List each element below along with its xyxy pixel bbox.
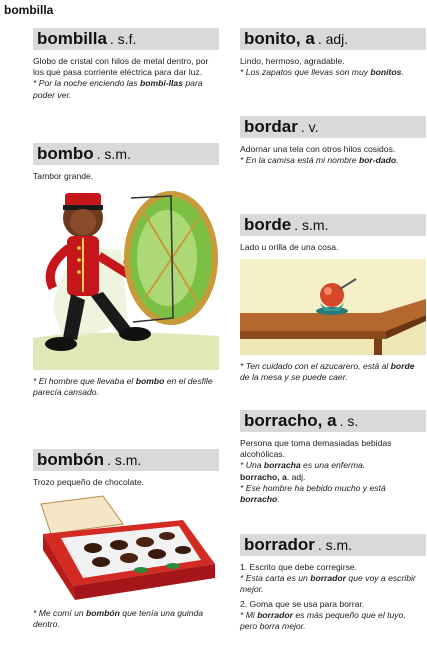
definition: Globo de cristal con hilos de metal dentro, por los que pasa corriente eléctrica para dar luz. xyxy=(33,56,209,78)
drummer-illustration xyxy=(33,188,219,370)
entry-text xyxy=(33,56,219,101)
headword: bombo xyxy=(37,144,94,163)
headword: borracho, a xyxy=(244,411,337,430)
entry-text xyxy=(33,171,219,182)
entry-text xyxy=(240,56,426,78)
entry-borrador xyxy=(240,534,426,632)
entry-bombon xyxy=(33,449,219,631)
entry-bombilla xyxy=(33,28,219,101)
grammar-label: . s. xyxy=(339,413,359,429)
example: * Ese hombre ha bebido mucho y está borracho. xyxy=(240,482,386,505)
definition: Tambor grande. xyxy=(33,171,94,181)
example: * Mi borrador es más pequeño que el tuyo, pero borra mejor. xyxy=(240,609,406,632)
example: * Los zapatos que llevas son muy bonitos. xyxy=(240,67,404,78)
entry-bordar xyxy=(240,116,426,166)
headword-bar xyxy=(240,410,426,432)
entry-borracho xyxy=(240,410,426,505)
example: * Por la noche enciendo las bombi-llas para poder ver. xyxy=(33,78,203,100)
definition: Trozo pequeño de chocolate. xyxy=(33,477,145,487)
entry-text xyxy=(33,376,219,398)
headword-bar xyxy=(33,449,219,471)
entry-bonito xyxy=(240,28,426,78)
grammar-label: . s.m. xyxy=(96,146,131,162)
example: * Me comí un bombón que tenía una guinda dentro. xyxy=(33,608,204,630)
headword-bar xyxy=(33,28,219,50)
example: * Ten cuidado con el azucarero, está al borde de la mesa y se puede caer. xyxy=(240,361,415,383)
headword-bar xyxy=(240,534,426,556)
headword: bonito, a xyxy=(244,29,315,48)
definition: Adornar una tela con otros hilos cosidos. xyxy=(240,144,396,154)
example: * Esta carta es un borrador que voy a escribir mejor. xyxy=(240,573,416,595)
headword: bordar xyxy=(244,117,298,136)
headword: bombón xyxy=(37,450,105,469)
example: * El hombre que llevaba el bombo en el desfile parecía cansado. xyxy=(33,376,213,398)
entry-text xyxy=(240,144,426,166)
grammar-label: . s.m. xyxy=(317,537,353,553)
headword-bar xyxy=(240,116,426,138)
headword-bar xyxy=(240,214,426,236)
entry-text xyxy=(33,608,219,630)
entry-text xyxy=(240,361,426,383)
chocolate-box-illustration xyxy=(33,494,219,602)
grammar-label: . s.f. xyxy=(109,31,137,47)
entry-text xyxy=(240,242,426,253)
grammar-label: . adj. xyxy=(317,31,349,47)
example: * Una borracha es una enferma. xyxy=(240,460,366,471)
headword: bombilla xyxy=(37,29,107,48)
headword-bar xyxy=(33,143,219,165)
entry-text xyxy=(240,438,426,505)
definition: Lindo, hermoso, agradable. xyxy=(240,56,345,66)
entry-borde xyxy=(240,214,426,384)
grammar-label: . s.m. xyxy=(107,452,142,468)
table-sugarbowl-illustration xyxy=(240,259,426,355)
definition: Lado u orilla de una cosa. xyxy=(240,242,339,252)
example: * En la camisa está mi nombre bor-dado. xyxy=(240,155,399,166)
subentry: borracho, a. adj. xyxy=(240,471,306,482)
headword-bar xyxy=(240,28,426,50)
entry-bombo xyxy=(33,143,219,399)
entry-text xyxy=(240,562,426,632)
definition: 1. Escrito que debe corregirse. xyxy=(240,562,358,572)
definition: Persona que toma demasiadas bebidas alcohólicas. xyxy=(240,438,392,460)
headword: borde xyxy=(244,215,292,234)
entry-text xyxy=(33,477,219,488)
definition: 2. Goma que se usa para borrar. xyxy=(240,598,365,609)
headword: borrador xyxy=(244,535,315,554)
grammar-label: . s.m. xyxy=(294,217,329,233)
grammar-label: . v. xyxy=(300,119,319,135)
running-head: bombilla xyxy=(4,3,54,17)
